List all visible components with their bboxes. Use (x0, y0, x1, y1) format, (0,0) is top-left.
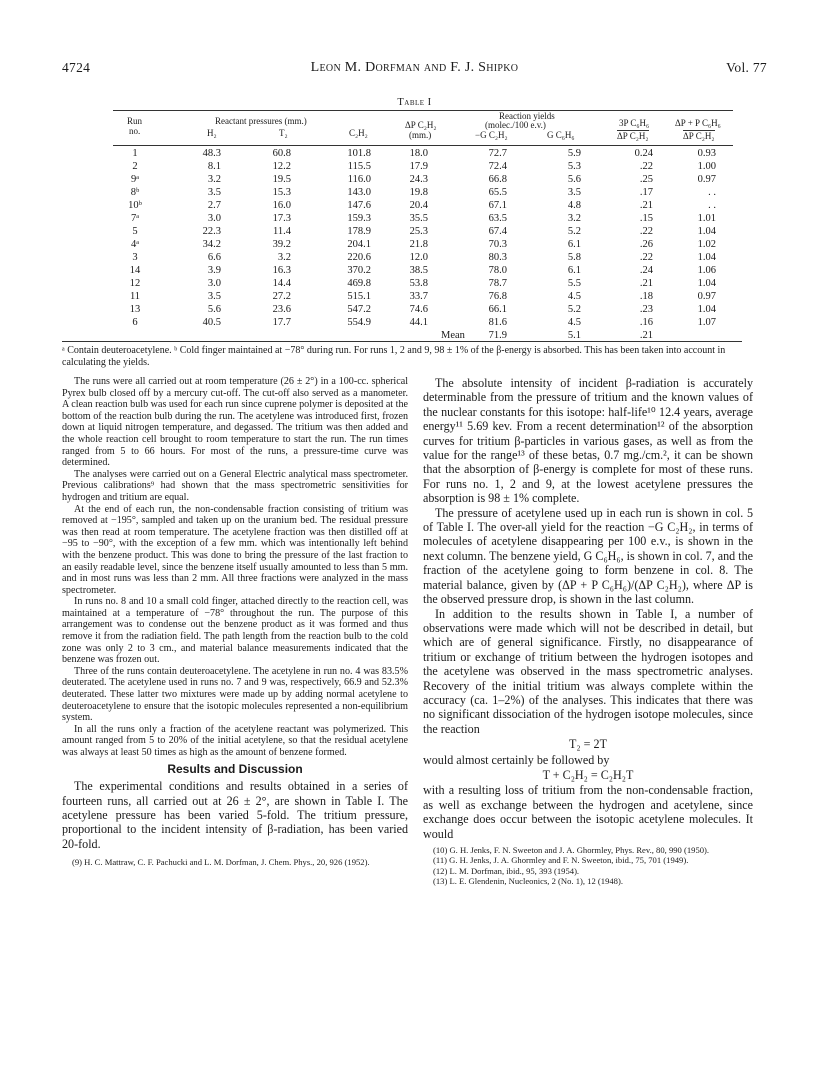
cell-run: 13 (129, 304, 141, 315)
cell-t2: 60.8 (272, 148, 291, 159)
table-caption: Table I (397, 97, 432, 108)
paragraph: At the end of each run, the non-condensable fraction consisting of tritium was removed at −195°, sampled and taken up on the uranium bed. The residual pressure was then read at room temperature. The acetylene fraction was then distilled off at −95 to −90°, with the exception of a few mm. which was intentionally left behind with the benzene product. This was done to bring the pressure of the last fraction to an easily readable level, since the benzene itself usually amounted to less than 5 mm. and in most runs was less than 2 mm. All three fractions were analyzed in the mass spectrometer. (62, 503, 408, 596)
cell-g-pos: 5.6 (567, 174, 581, 185)
footnote-refs (423, 845, 753, 887)
cell-dp: 21.8 (409, 239, 428, 250)
cell-ratio2: 1.04 (697, 304, 716, 315)
cell-c2h2: 115.5 (347, 161, 371, 172)
cell-t2: 12.2 (272, 161, 291, 172)
cell-g-pos: 6.1 (567, 239, 581, 250)
table-row (113, 187, 733, 200)
paragraph: would almost certainly be followed by (423, 752, 610, 767)
cell-run: 1 (132, 148, 138, 159)
table-row (113, 291, 733, 304)
cell-ratio1: 0.24 (634, 148, 653, 159)
data-table (113, 110, 733, 344)
cell-g-pos: 5.8 (567, 252, 581, 263)
reference: (10) G. H. Jenks, F. N. Sweeton and J. A. Ghormley, Phys. Rev., 80, 990 (1950). (433, 845, 710, 855)
cell-ratio2: 1.07 (697, 317, 716, 328)
reference: (9) H. C. Mattraw, C. F. Pachucki and L. M. Dorfman, J. Chem. Phys., 20, 926 (1952). (72, 857, 370, 868)
paragraph: The runs were all carried out at room temperature (26 ± 2°) in a 100-cc. spherical Pyrex bulb closed off by a mercury cut-off. The cut-off also served as a manometer. A clean reaction bulb was used for each run since cuprene polymer is deposited at the bottom of the reaction bulb during the run. The acetylene was introduced first, frozen down at liquid nitrogen temperature, and degassed. The tritium was then added and the whole reaction cell brought to room temperature to start the run. The run times ranged from 5 to 66 hours. For most of the runs, a pressure-time curve was determined. (62, 376, 408, 469)
paragraph: Three of the runs contain deuteroacetylene. The acetylene in run no. 4 was 83.5% deuterated. The acetylene used in runs no. 7 and 9 was, respectively, 66.9 and 52.3% deuterated. These latter two mixtures were made up by adding normal acetylene to deuteroacetylene to ensure that the isotopic molecules represented a non-equilibrium system. (62, 665, 408, 724)
cell-run: 3 (132, 252, 138, 263)
mean-g-neg: 71.9 (488, 330, 507, 341)
cell-run: 2 (132, 161, 138, 172)
reference: (13) L. E. Glendenin, Nucleonics, 2 (No. 1), 12 (1948). (433, 876, 623, 887)
header-g-neg: −G C₂H₂ (475, 130, 508, 140)
equation: T + C₂H₂ = C₂H₂T (542, 767, 634, 782)
header-ratio1-den: ΔP C₂H₂ (617, 131, 649, 141)
cell-dp: 25.3 (409, 226, 428, 237)
cell-c2h2: 147.6 (347, 200, 371, 211)
table-row (113, 213, 733, 226)
cell-ratio1: .24 (639, 265, 653, 276)
cell-g-pos: 4.5 (567, 317, 581, 328)
mean-ratio: .21 (639, 330, 653, 341)
cell-h2: 6.6 (207, 252, 221, 263)
cell-ratio1: .17 (639, 187, 653, 198)
running-head-authors: Leon M. Dorfman and F. J. Shipko (310, 60, 519, 75)
table-footnote: ᵃ Contain deuteroacetylene. ᵇ Cold finger maintained at −78° during run. For runs 1, 2 and 9, 98 ± 1% of the β-energy is absorbed. This has been taken into account in calculating the yields. (62, 341, 742, 369)
cell-g-pos: 3.5 (567, 187, 581, 198)
cell-g-pos: 5.2 (567, 226, 581, 237)
paragraph: The experimental conditions and results obtained in a series of fourteen runs, all carried out at 26 ± 2°, are shown in Table I. The acetylene pressure has been varied 5-fold. The tritium pressure, proportional to the incident intensity of β-radiation, has been varied 20-fold. (62, 779, 408, 851)
reference: (12) L. M. Dorfman, ibid., 95, 393 (1954). (433, 865, 580, 876)
cell-g-neg: 65.5 (488, 187, 507, 198)
cell-h2: 22.3 (202, 226, 221, 237)
header-ratio2-den: ΔP C₂H₂ (683, 131, 715, 141)
header-t2: T₂ (279, 128, 288, 138)
cell-ratio2: 1.01 (697, 213, 716, 224)
cell-ratio1: .22 (639, 161, 653, 172)
cell-c2h2: 101.8 (347, 148, 371, 159)
cell-t2: 11.4 (273, 226, 291, 237)
cell-dp: 44.1 (409, 317, 428, 328)
cell-ratio1: .25 (639, 174, 653, 185)
cell-g-pos: 5.5 (567, 278, 581, 289)
cell-run: 11 (129, 291, 141, 302)
cell-ratio1: .18 (639, 291, 653, 302)
cell-dp: 19.8 (409, 187, 428, 198)
header-yields: Reaction yields (499, 111, 555, 121)
cell-ratio2: 1.06 (697, 265, 716, 276)
cell-g-neg: 66.8 (488, 174, 507, 185)
table-row (113, 148, 733, 161)
table-row (113, 226, 733, 239)
cell-c2h2: 370.2 (347, 265, 371, 276)
cell-h2: 34.2 (202, 239, 221, 250)
cell-t2: 17.3 (272, 213, 291, 224)
cell-run: 14 (129, 265, 141, 276)
cell-run: 5 (132, 226, 138, 237)
table-row (113, 200, 733, 213)
mean-label: Mean (441, 330, 465, 341)
cell-ratio2: 0.93 (697, 148, 716, 159)
paragraph: with a resulting loss of tritium from the non-condensable fraction, as well as exchange between the hydrogen and acetylene, since exchange does occur between the isotopic acetylene molecules. It would (423, 783, 753, 841)
cell-c2h2: 204.1 (347, 239, 371, 250)
cell-run: 7ᵃ (130, 213, 140, 224)
cell-t2: 27.2 (272, 291, 291, 302)
cell-g-neg: 67.1 (488, 200, 507, 211)
cell-c2h2: 469.8 (347, 278, 371, 289)
cell-run: 4ᵃ (130, 239, 140, 250)
cell-c2h2: 220.6 (347, 252, 371, 263)
header-g-pos: G C₆H₆ (547, 130, 575, 140)
cell-h2: 40.5 (202, 317, 221, 328)
table-row (113, 161, 733, 174)
cell-dp: 18.0 (409, 148, 428, 159)
cell-ratio2: 0.97 (697, 291, 716, 302)
cell-g-neg: 80.3 (488, 252, 507, 263)
volume-label: Vol. 77 (726, 60, 767, 75)
cell-g-pos: 4.8 (567, 200, 581, 211)
cell-t2: 17.7 (272, 317, 291, 328)
header-c2h2: C₂H₂ (349, 128, 368, 138)
cell-ratio2: . . (708, 200, 716, 211)
header-ratio2: ΔP + P C₆H₆ (675, 118, 721, 128)
cell-g-neg: 76.8 (488, 291, 507, 302)
table-row (113, 252, 733, 265)
cell-c2h2: 143.0 (347, 187, 371, 198)
cell-g-pos: 5.3 (567, 161, 581, 172)
right-column (423, 376, 753, 887)
cell-g-neg: 67.4 (488, 226, 507, 237)
cell-g-neg: 72.4 (488, 161, 507, 172)
cell-t2: 16.0 (272, 200, 291, 211)
paragraph: In addition to the results shown in Table I, a number of observations were made which will not be described in detail, but which are of general significance. Firstly, no disappearance of tritium or exchange of tritium between the hydrogen isotopes and the acetylene was observed in the mass spectrometric analyses. Recovery of the initial tritium was always complete within the accuracy (ca. 1–2%) of the analyses. This indicates that there was no significant dissociation of the hydrogen isotope molecules, since the reaction (423, 606, 753, 736)
cell-g-pos: 5.9 (567, 148, 581, 159)
cell-c2h2: 554.9 (347, 317, 371, 328)
cell-run: 6 (132, 317, 138, 328)
cell-ratio2: 0.97 (697, 174, 716, 185)
cell-t2: 19.5 (272, 174, 291, 185)
left-column (62, 376, 408, 868)
table-row (113, 278, 733, 291)
cell-run: 12 (129, 278, 141, 289)
cell-ratio1: .23 (639, 304, 653, 315)
cell-h2: 3.5 (207, 187, 221, 198)
cell-ratio1: .22 (639, 252, 653, 263)
table-header (113, 110, 733, 146)
cell-g-neg: 72.7 (488, 148, 507, 159)
header-yields-unit: (molec./100 e.v.) (485, 120, 546, 130)
cell-t2: 15.3 (272, 187, 291, 198)
paragraph: In runs no. 8 and 10 a small cold finger, attached directly to the reaction cell, was maintained at a temperature of −78° throughout the run. The purpose of this arrangement was to condense out the benzene product as it was formed and thus remove it from the radiation field. The path length from the reaction bulb to the cold zone was only 2 to 3 cm., and material balance measurements indicated that the benzene was frozen out. (62, 596, 408, 666)
header-ratio1: 3P C₆H₆ (619, 118, 650, 128)
cell-g-pos: 4.5 (567, 291, 581, 302)
cell-h2: 3.0 (207, 213, 221, 224)
page-number: 4724 (62, 60, 91, 75)
cell-dp: 33.7 (409, 291, 428, 302)
header-run: Run (127, 116, 143, 126)
cell-t2: 3.2 (277, 252, 291, 263)
cell-ratio2: 1.04 (697, 278, 716, 289)
cell-dp: 74.6 (409, 304, 428, 315)
cell-ratio2: 1.00 (697, 161, 716, 172)
cell-dp: 12.0 (409, 252, 428, 263)
cell-run: 8ᵇ (130, 187, 140, 198)
cell-ratio1: .15 (639, 213, 653, 224)
cell-h2: 2.7 (207, 200, 221, 211)
cell-ratio1: .21 (639, 278, 653, 289)
cell-ratio2: 1.02 (697, 239, 716, 250)
section-heading: Results and Discussion (167, 761, 303, 776)
paragraph: In all the runs only a fraction of the acetylene reactant was polymerized. This amount ranged from 5 to 20% of the initial acetylene, so that the residual acetylene was always at least 50 times as high as the amount of benzene formed. (62, 723, 408, 758)
table-row (113, 317, 733, 330)
paragraph: The absolute intensity of incident β-radiation is accurately determinable from the pressure of tritium and the known values of the nuclear constants for this isotope: half-life¹⁰ 12.4 years, average energy¹¹ 5.69 kev. From a recent determination¹² of the absorption curves for tritium β-particles in various gases, as well as from the value for the range¹³ of these betas, 0.7 mg./cm.², it can be shown that the absorption of β-energy is complete for most of these runs. For runs no. 1, 2 and 9, at the lowest acetylene pressures the absorption is 98 ± 1% complete. (423, 376, 753, 506)
cell-ratio2: 1.04 (697, 252, 716, 263)
footnote-refs (62, 857, 408, 867)
cell-g-neg: 66.1 (488, 304, 507, 315)
cell-ratio2: 1.04 (697, 226, 716, 237)
mean-g-pos: 5.1 (567, 330, 581, 341)
table-row (113, 174, 733, 187)
cell-g-neg: 70.3 (488, 239, 507, 250)
cell-g-pos: 6.1 (567, 265, 581, 276)
cell-ratio1: .16 (639, 317, 653, 328)
cell-g-pos: 5.2 (567, 304, 581, 315)
cell-dp: 24.3 (409, 174, 428, 185)
header-pressures: Reactant pressures (mm.) (215, 116, 307, 126)
cell-h2: 3.9 (207, 265, 221, 276)
cell-g-neg: 78.0 (488, 265, 507, 276)
reference: (11) G. H. Jenks, J. A. Ghormley and F. N. Sweeton, ibid., 75, 701 (1949). (433, 855, 689, 866)
table-row (113, 239, 733, 252)
cell-dp: 17.9 (409, 161, 428, 172)
cell-h2: 5.6 (207, 304, 221, 315)
cell-h2: 3.0 (207, 278, 221, 289)
table-row (113, 265, 733, 278)
cell-t2: 16.3 (272, 265, 291, 276)
cell-c2h2: 547.2 (347, 304, 371, 315)
cell-t2: 23.6 (272, 304, 291, 315)
cell-dp: 35.5 (409, 213, 428, 224)
cell-c2h2: 178.9 (347, 226, 371, 237)
cell-ratio1: .22 (639, 226, 653, 237)
cell-c2h2: 515.1 (347, 291, 371, 302)
cell-ratio2: . . (708, 187, 716, 198)
header-run-no: no. (129, 126, 141, 136)
cell-run: 9ᵃ (130, 174, 140, 185)
cell-dp: 38.5 (409, 265, 428, 276)
cell-g-pos: 3.2 (567, 213, 581, 224)
cell-h2: 48.3 (202, 148, 221, 159)
cell-dp: 53.8 (409, 278, 428, 289)
header-dp-unit: (mm.) (409, 130, 432, 140)
cell-ratio1: .21 (639, 200, 653, 211)
cell-h2: 3.2 (207, 174, 221, 185)
cell-dp: 20.4 (409, 200, 428, 211)
table-row (113, 304, 733, 317)
cell-h2: 8.1 (207, 161, 221, 172)
cell-t2: 14.4 (272, 278, 291, 289)
paragraph: The analyses were carried out on a General Electric analytical mass spectrometer. Previous calibrations⁹ had shown that the mass spectrometric sensitivities for hydrogen and tritium are equal. (62, 468, 408, 503)
cell-g-neg: 78.7 (488, 278, 507, 289)
cell-h2: 3.5 (207, 291, 221, 302)
header-dp: ΔP C₂H₂ (405, 120, 437, 130)
cell-g-neg: 63.5 (488, 213, 507, 224)
cell-c2h2: 116.0 (347, 174, 371, 185)
cell-t2: 39.2 (272, 239, 291, 250)
cell-g-neg: 81.6 (488, 317, 507, 328)
cell-c2h2: 159.3 (347, 213, 371, 224)
cell-ratio1: .26 (639, 239, 653, 250)
equation: T₂ = 2T (569, 737, 607, 752)
paragraph: The pressure of acetylene used up in each run is shown in col. 5 of Table I. The over-all yield for the reaction −G C₂H₂, in terms of molecules of acetylene disappearing per 100 e.v., is shown in the next column. The benzene yield, G C₆H₆, is shown in col. 7, and the fraction of the acetylene going to form benzene in col. 8. The material balance, given by (ΔP + P C₆H₆)/(ΔP C₂H₂), where ΔP is the observed pressure drop, is shown in the last column. (423, 505, 753, 607)
cell-run: 10ᵇ (128, 200, 142, 211)
header-h2: H₂ (207, 128, 217, 138)
